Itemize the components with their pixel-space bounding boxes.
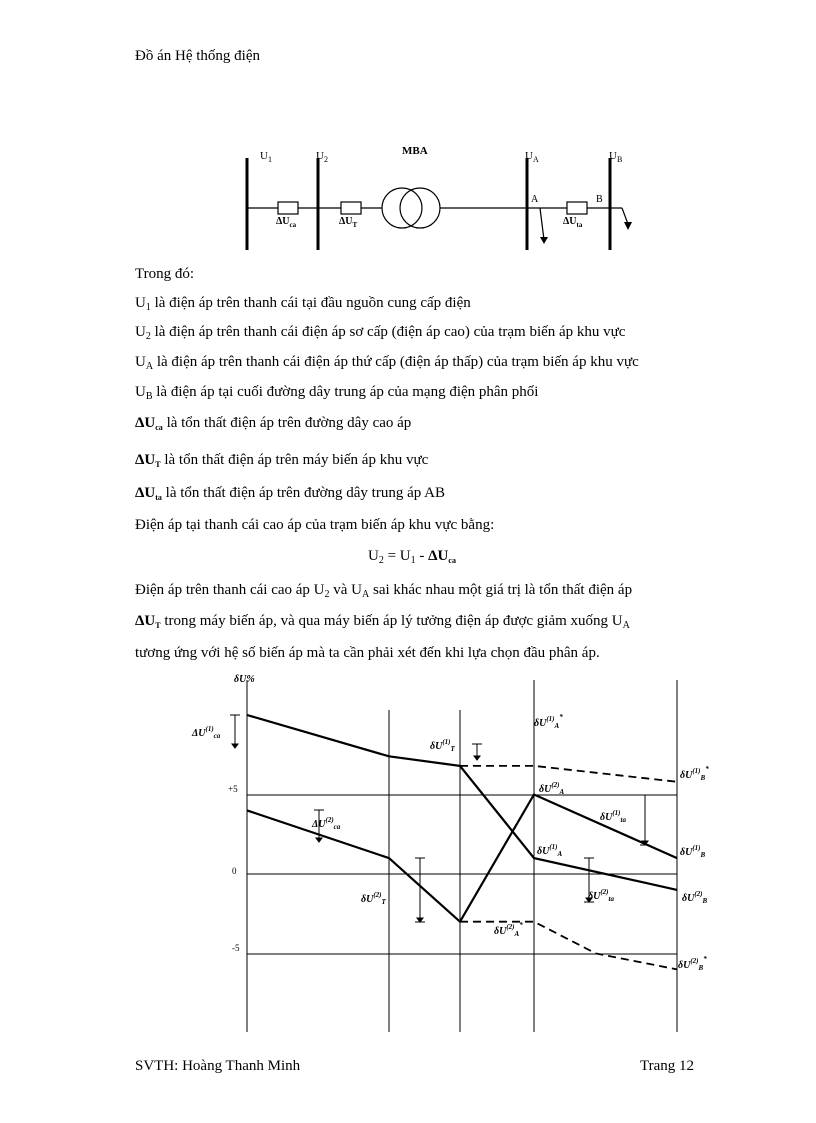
resistor-ca: [278, 202, 298, 214]
equation-u2: $U_2 = U_1 - \Delta U_{ca}$: [368, 548, 456, 566]
transformer-coil-2: [400, 188, 440, 228]
footer-author: SVTH: Hoàng Thanh Minh: [135, 1058, 301, 1074]
svg-text:ΔUT: $\Delta U_T$: [339, 216, 358, 229]
series-du1-max-load: [247, 715, 677, 890]
voltage-profile-chart: [180, 670, 740, 1040]
svg-text:δU(1)B*: $\delta U^{(1)}_B^*$: [680, 765, 709, 782]
svg-text:δU(2)B*: $\delta U^{(2)}_B^*$: [678, 955, 707, 972]
svg-text:UB: $U_B$: [609, 150, 623, 164]
svg-text:MBA: MBA: [402, 145, 428, 157]
series-du2-after-transformer: [460, 922, 677, 970]
svg-text:δU(2)B: $\delta U^{(2)}_B$: [682, 890, 708, 905]
svg-text:δU(2)A*: $\delta U^{(2)}_A^*$: [494, 921, 523, 938]
svg-text:δU(2)A: $\delta U^{(2)}_A$: [539, 781, 565, 796]
svg-text:δU(1)A*: $\delta U^{(1)}_A^*$: [534, 713, 563, 730]
load-arrow-b: [624, 222, 632, 230]
svg-text:δU%: δU%: [234, 674, 255, 685]
svg-text:δU(1)T: $\delta U^{(1)}_T$: [430, 738, 455, 753]
svg-text:U1: $U_1$: [260, 150, 272, 164]
paragraph-line-3: tương ứng với hệ số biến áp mà ta cần phải xét đến khi lựa chọn đầu phân áp.: [135, 645, 600, 661]
svg-text:A: A: [531, 194, 539, 205]
svg-text:δU(2)T: $\delta U^{(2)}_T$: [361, 891, 386, 906]
paragraph-line-1: Điện áp trên thanh cái cao áp $U_2$ và $U_A$ sai khác nhau một giá trị là tổn thất điện áp: [135, 582, 633, 600]
footer-page-number: Trang 12: [640, 1058, 695, 1074]
svg-text:ΔUta: $\Delta U_{ta}$: [563, 216, 583, 229]
circuit-diagram: [230, 140, 650, 265]
svg-text:B: B: [596, 194, 603, 205]
intro-text: Trong đó:: [135, 266, 195, 282]
svg-text:0: 0: [232, 866, 237, 876]
def-du-ca: $\Delta U_{ca}$ là tổn thất điện áp trên đường dây cao áp: [135, 415, 412, 432]
svg-text:+5: +5: [228, 784, 238, 794]
def-u1: $U_1$ là điện áp trên thanh cái tại đầu nguồn cung cấp điện: [135, 295, 471, 313]
def-u2: $U_2$ là điện áp trên thanh cái điện áp sơ cấp (điện áp cao) của trạm biến áp khu vực: [135, 324, 626, 342]
transformer-coil-1: [382, 188, 422, 228]
def-ub: $U_B$ là điện áp tại cuối đường dây trung áp của mạng điện phân phối: [135, 384, 539, 402]
svg-text:δU(1)A: $\delta U^{(1)}_A$: [537, 843, 563, 858]
def-du-t: $\Delta U_T$ là tổn thất điện áp trên máy biến áp khu vực: [135, 452, 429, 469]
svg-text:ΔU(1)ca: $\Delta U^{(1)}_{ca}$: [192, 725, 221, 740]
sentence-1: Điện áp tại thanh cái cao áp của trạm biến áp khu vực bằng:: [135, 517, 495, 533]
resistor-ta: [567, 202, 587, 214]
svg-text:δU(2)ta: $\delta U^{(2)}_{ta}$: [588, 888, 614, 903]
svg-text:UA: $U_A$: [525, 150, 539, 164]
svg-text:ΔU(2)ca: $\Delta U^{(2)}_{ca}$: [312, 816, 341, 831]
def-ua: $U_A$ là điện áp trên thanh cái điện áp thứ cấp (điện áp thấp) của trạm biến áp khu vực: [135, 354, 639, 372]
paragraph-line-2: $\Delta U_T$ trong máy biến áp, và qua máy biến áp lý tưởng điện áp được giảm xuống $U_A$: [135, 613, 630, 631]
svg-text:δU(1)B: $\delta U^{(1)}_B$: [680, 844, 706, 859]
page-header: Đồ án Hệ thống điện: [135, 48, 260, 64]
svg-text:δU(1)ta: $\delta U^{(1)}_{ta}$: [600, 809, 626, 824]
load-arrow-a: [540, 237, 548, 244]
series-du1-after-transformer: [460, 766, 677, 782]
svg-text:-5: -5: [232, 943, 240, 953]
def-du-ta: $\Delta U_{ta}$ là tổn thất điện áp trên đường dây trung áp AB: [135, 485, 446, 502]
resistor-t: [341, 202, 361, 214]
svg-text:U2: $U_2$: [316, 150, 328, 164]
svg-text:ΔUca: $\Delta U_{ca}$: [276, 216, 297, 229]
